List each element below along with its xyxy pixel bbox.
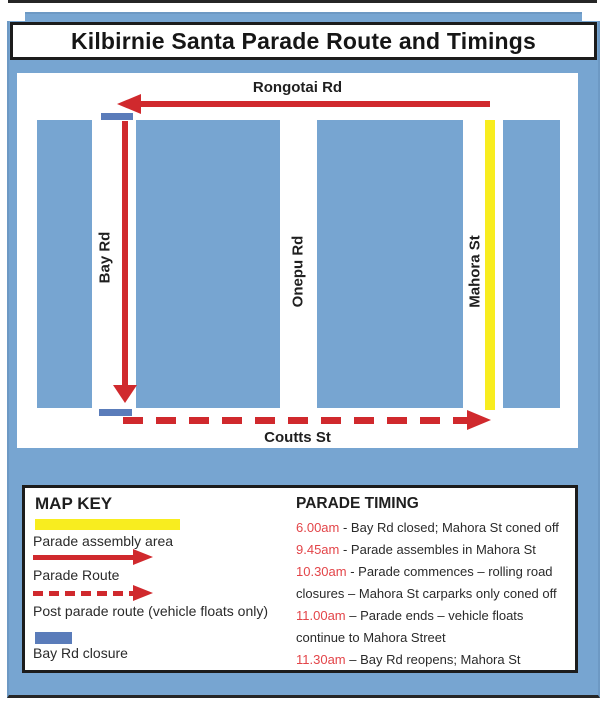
legend-box <box>22 485 578 673</box>
parade-timing-heading: PARADE TIMING <box>296 495 419 512</box>
timing-time: 6.00am <box>296 520 340 535</box>
timing-line <box>296 649 574 671</box>
legend-label: Parade assembly area <box>33 533 174 549</box>
timing-time: 10.30am <box>296 564 347 579</box>
city-block <box>503 120 560 408</box>
post-parade-route-arrow-coutts <box>123 417 469 424</box>
assembly-area-swatch <box>35 519 180 530</box>
decorative-notch <box>582 12 600 21</box>
timing-time: 11.30am <box>296 652 346 667</box>
parade-assembly-area-mahora <box>485 120 495 410</box>
bay-rd-closure-north <box>101 113 133 120</box>
timing-text: – Bay Rd reopens; Mahora St <box>345 652 521 667</box>
timing-line <box>296 539 574 561</box>
timing-line <box>296 561 574 583</box>
route-map <box>17 73 578 448</box>
map-key-heading: MAP KEY <box>35 494 113 513</box>
arrow-head-right-icon <box>467 410 491 430</box>
street-label-coutts-st: Coutts St <box>264 429 331 446</box>
legend-label: Parade Route <box>33 567 120 583</box>
parade-route-arrow-rongotai <box>139 101 490 107</box>
decorative-notch <box>7 12 25 21</box>
timing-line <box>296 605 574 627</box>
timing-text: – Parade ends – vehicle floats <box>345 608 524 623</box>
street-label-rongotai-rd: Rongotai Rd <box>252 79 343 96</box>
legend-label: Post parade route (vehicle floats only) <box>33 603 269 619</box>
arrow-head-left-icon <box>117 94 141 114</box>
street-label-onepu-rd: Onepu Rd <box>289 235 307 308</box>
bay-rd-closure-south <box>99 409 132 416</box>
street-label-bay-rd: Bay Rd <box>96 231 114 284</box>
dashed-arrow-line-icon <box>33 591 135 596</box>
arrow-head-right-icon <box>133 585 153 601</box>
parade-route-swatch <box>33 549 158 566</box>
street-label-mahora-st: Mahora St <box>466 235 484 308</box>
timing-line <box>296 627 574 649</box>
solid-arrow-line-icon <box>33 555 135 560</box>
bay-rd-closure-swatch <box>35 632 72 644</box>
arrow-head-down-icon <box>113 385 137 403</box>
timing-time: 9.45am <box>296 542 340 557</box>
top-border-rule <box>8 0 597 3</box>
timing-text: closures – Mahora St carparks only coned off <box>296 586 557 601</box>
parade-timing-panel <box>296 495 574 671</box>
timing-text: - Bay Rd closed; Mahora St coned off <box>339 520 559 535</box>
legend-label: Bay Rd closure <box>33 645 128 661</box>
post-parade-route-swatch <box>33 585 158 602</box>
page-title: Kilbirnie Santa Parade Route and Timings <box>70 27 537 54</box>
parade-route-arrow-bay-rd <box>122 121 128 385</box>
timing-text: - Parade commences – rolling road <box>346 564 553 579</box>
city-block <box>317 120 463 408</box>
timing-line <box>296 583 574 605</box>
timing-line <box>296 517 574 539</box>
timing-time: 11.00am <box>296 608 346 623</box>
timing-text: - Parade assembles in Mahora St <box>339 542 536 557</box>
city-block <box>37 120 92 408</box>
city-block <box>136 120 280 408</box>
arrow-head-right-icon <box>133 549 153 565</box>
title-bar <box>10 22 597 60</box>
timing-text: continue to Mahora Street <box>296 630 446 645</box>
